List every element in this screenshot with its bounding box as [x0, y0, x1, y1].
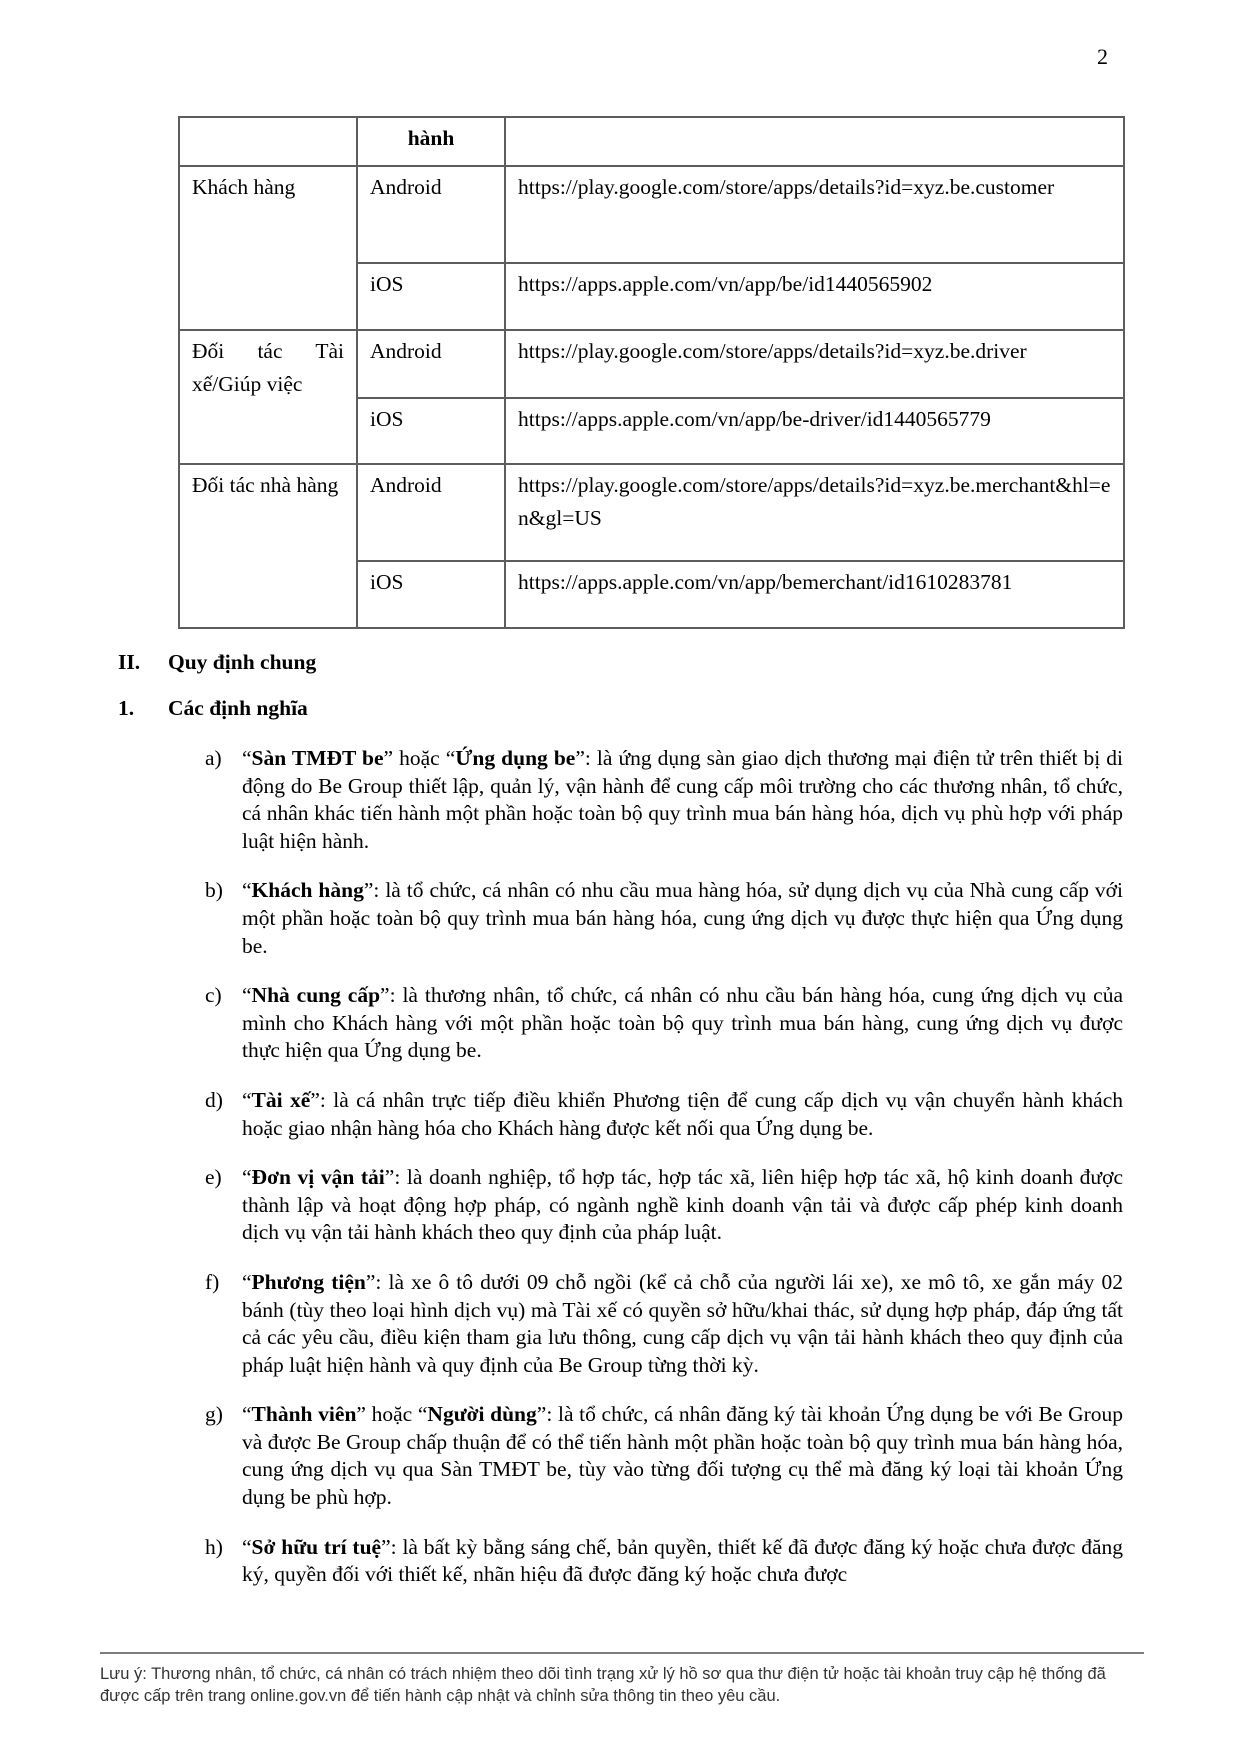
table-platform-cell: iOS — [357, 263, 505, 330]
definition-letter: h) — [205, 1534, 223, 1559]
table-row-merchant-android — [179, 464, 1124, 561]
definition-text: “Khách hàng”: là tổ chức, cá nhân có nhu cầu mua hàng hóa, sử dụng dịch vụ của Nhà cung cấp với một phần hoặc toàn bộ quy trình mua bán hàng hóa, cung ứng dịch vụ được thực hiện qua Ứng dụng be. — [242, 878, 1123, 958]
table-row-customer-android — [179, 166, 1124, 263]
table-platform-cell: iOS — [357, 398, 505, 464]
definition-letter: d) — [205, 1087, 223, 1112]
table-platform-cell: iOS — [357, 561, 505, 628]
subsection-title: Các định nghĩa — [168, 696, 308, 720]
definition-letter: f) — [205, 1269, 220, 1294]
table-cell-empty — [505, 117, 1124, 166]
table-url-cell: https://play.google.com/store/apps/details?id=xyz.be.customer — [505, 166, 1124, 263]
definition-item-f — [205, 1269, 1123, 1379]
table-platform-cell: Android — [357, 330, 505, 398]
definition-text: “Phương tiện”: là xe ô tô dưới 09 chỗ ngồi (kể cả chỗ của người lái xe), xe mô tô, xe gắn máy 02 bánh (tùy theo loại hình dịch vụ) mà Tài xế có quyền sở hữu/khai thác, sử dụng hợp pháp, đáp ứng tất cả các yêu cầu, điều kiện tham gia lưu thông, cung cấp dịch vụ vận tải hành khách theo quy định của pháp luật hiện hành và quy định của Be Group từng thời kỳ. — [242, 1269, 1123, 1377]
footer-note: Lưu ý: Thương nhân, tổ chức, cá nhân có trách nhiệm theo dõi tình trạng xử lý hồ sơ qua thư điện tử hoặc tài khoản truy cập hệ thống đã được cấp trên trang online.gov.vn để tiến hành cập nhật và chỉnh sửa thông tin theo yêu cầu. — [100, 1665, 1106, 1705]
definition-text: “Đơn vị vận tải”: là doanh nghiệp, tổ hợp tác, hợp tác xã, liên hiệp hợp tác xã, hộ kinh doanh được thành lập và hoạt động hợp pháp, có ngành nghề kinh doanh vận tải và được cấp phép kinh doanh dịch vụ vận tải hành khách theo quy định của pháp luật. — [242, 1165, 1123, 1245]
table-platform-cell: Android — [357, 166, 505, 263]
table-header-row — [179, 117, 1124, 166]
definition-letter: a) — [205, 746, 222, 770]
section-number: II. — [118, 650, 141, 674]
subsection-number: 1. — [118, 696, 135, 720]
table-group-customer: Khách hàng — [179, 166, 357, 330]
page-footer — [100, 1652, 1144, 1707]
app-links-table — [178, 116, 1125, 629]
definition-text: “Nhà cung cấp”: là thương nhân, tổ chức, cá nhân có nhu cầu bán hàng hóa, cung ứng dịch vụ của mình cho Khách hàng với một phần hoặc toàn bộ quy trình mua bán hàng, cung ứng dịch vụ được thực hiện qua Ứng dụng be. — [242, 983, 1123, 1063]
table-header-continuation: hành — [357, 117, 505, 166]
table-platform-cell: Android — [357, 464, 505, 561]
table-url-cell: https://apps.apple.com/vn/app/bemerchant/id1610283781 — [505, 561, 1124, 628]
definition-item-c — [205, 982, 1123, 1065]
table-url-cell: https://apps.apple.com/vn/app/be/id1440565902 — [505, 263, 1124, 330]
table-url-cell: https://apps.apple.com/vn/app/be-driver/id1440565779 — [505, 398, 1124, 464]
table-cell-empty — [179, 117, 357, 166]
definition-item-h — [205, 1534, 1123, 1589]
definition-letter: e) — [205, 1165, 222, 1190]
definition-text: “Sở hữu trí tuệ”: là bất kỳ bằng sáng chế, bản quyền, thiết kế đã được đăng ký hoặc chưa được đăng ký, quyền đối với thiết kế, nhãn hiệu đã được đăng ký hoặc chưa được — [242, 1534, 1124, 1587]
definition-text: “Tài xế”: là cá nhân trực tiếp điều khiển Phương tiện để cung cấp dịch vụ vận chuyển hành khách hoặc giao nhận hàng hóa cho Khách hàng được kết nối qua Ứng dụng be. — [242, 1087, 1123, 1140]
definition-item-a — [205, 745, 1123, 855]
section-title: Quy định chung — [168, 650, 317, 674]
footer-divider — [100, 1652, 1144, 1654]
table-url-cell: https://play.google.com/store/apps/details?id=xyz.be.merchant&hl=en&gl=US — [505, 464, 1124, 561]
definition-letter: c) — [205, 983, 222, 1008]
section-heading-part-ii — [118, 647, 1241, 677]
definition-item-g — [205, 1401, 1123, 1511]
definition-text: “Thành viên” hoặc “Người dùng”: là tổ chức, cá nhân đăng ký tài khoản Ứng dụng be với Be Group và được Be Group chấp thuận để có thể tiến hành một phần hoặc toàn bộ quy trình mua bán hàng hóa, cung ứng dịch vụ qua Sàn TMĐT be, tùy vào từng đối tượng cụ thể mà đăng ký loại tài khoản Ứng dụng be phù hợp. — [242, 1402, 1124, 1510]
definition-item-e — [205, 1164, 1123, 1247]
table-url-cell: https://play.google.com/store/apps/details?id=xyz.be.driver — [505, 330, 1124, 398]
subsection-heading-definitions — [118, 693, 1241, 723]
definition-item-b — [205, 877, 1123, 960]
definition-item-d — [205, 1087, 1123, 1142]
definition-letter: g) — [205, 1402, 223, 1427]
table-row-driver-android — [179, 330, 1124, 398]
table-group-merchant: Đối tác nhà hàng — [179, 464, 357, 628]
definition-letter: b) — [205, 878, 223, 903]
definition-text: “Sàn TMĐT be” hoặc “Ứng dụng be”: là ứng dụng sàn giao dịch thương mại điện tử trên thiết bị di động do Be Group thiết lập, quản lý, vận hành để cung cấp môi trường cho các thương nhân, tổ chức, cá nhân khác tiến hành một phần hoặc toàn bộ quy trình mua bán hàng hóa, dịch vụ phù hợp với pháp luật hiện hành. — [242, 746, 1124, 853]
page-number: 2 — [1097, 44, 1108, 69]
table-group-driver: Đối tác Tài xế/Giúp việc — [179, 330, 357, 464]
